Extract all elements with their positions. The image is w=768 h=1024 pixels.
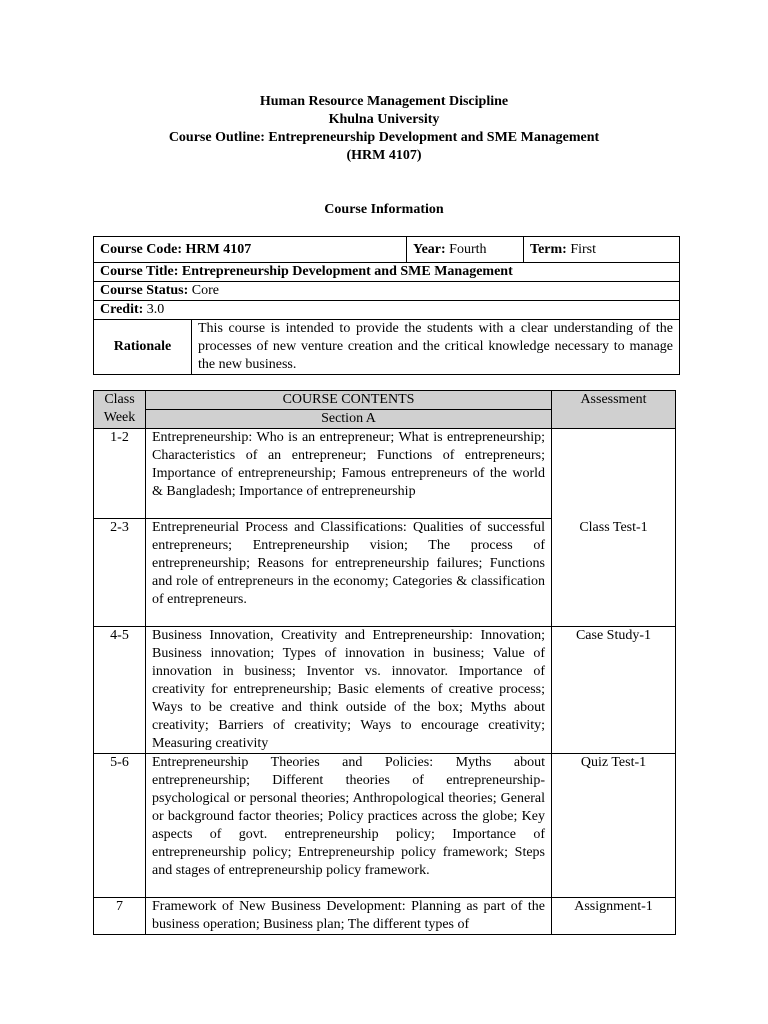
assessment-cell: Case Study-1 bbox=[552, 627, 676, 754]
class-week-header: Class Week bbox=[94, 391, 146, 429]
course-outline-heading: Course Outline: Entrepreneurship Development and SME Management bbox=[168, 130, 600, 145]
assessment-cell: Quiz Test-1 bbox=[552, 754, 676, 898]
course-contents-header: COURSE CONTENTS bbox=[146, 391, 552, 410]
assessment-cell: Class Test-1 bbox=[552, 429, 676, 627]
course-code-cell: Course Code: HRM 4107 bbox=[94, 237, 407, 263]
content-cell: Entrepreneurship Theories and Policies: Myths about entrepreneurship; Different theories of entrepreneurship- psychological or personal theories; Anthropological theories; General or background factor theories; Policy practices across the globe; Key aspects of govt. entrepreneurship policy; Importance of entrepreneurship policy; Entrepreneurship policy framework; Steps and stages of entrepreneurship policy framework. bbox=[146, 754, 552, 898]
course-code-heading: (HRM 4107) bbox=[346, 148, 422, 163]
rationale-text: This course is intended to provide the students with a clear understanding of the processes of new venture creation and the critical knowledge necessary to manage the new business. bbox=[192, 320, 680, 375]
credit-cell: Credit: 3.0 bbox=[94, 301, 680, 320]
week-cell: 1-2 bbox=[94, 429, 146, 519]
course-status-cell: Course Status: Core bbox=[94, 282, 680, 301]
assessment-cell: Assignment-1 bbox=[552, 898, 676, 935]
year-cell: Year: Fourth bbox=[407, 237, 524, 263]
course-title-cell: Course Title: Entrepreneurship Development and SME Management bbox=[94, 263, 680, 282]
university-heading: Khulna University bbox=[328, 112, 440, 127]
section-a-header: Section A bbox=[146, 410, 552, 429]
week-cell: 7 bbox=[94, 898, 146, 935]
content-cell: Framework of New Business Development: Planning as part of the business operation; Business plan; The different types of bbox=[146, 898, 552, 935]
content-cell: Entrepreneurship: Who is an entrepreneur; What is entrepreneurship; Characteristics of an entrepreneur; Functions of entrepreneurs; Importance of entrepreneurship; Famous entrepreneurs of the world & Bangladesh; Importance of entrepreneurship bbox=[146, 429, 552, 519]
discipline-heading: Human Resource Management Discipline bbox=[259, 94, 509, 109]
course-information-title: Course Information bbox=[324, 202, 444, 217]
content-cell: Business Innovation, Creativity and Entrepreneurship: Innovation; Business innovation; Types of innovation in business; Value of innovation in business; Inventor vs. innovator. Importance of creativity for entrepreneurship; Basic elements of creative process; Ways to be creative and think outside of the box; Myths about creativity; Barriers of creativity; Ways to encourage creativity; Measuring creativity bbox=[146, 627, 552, 754]
course-contents-table bbox=[93, 390, 676, 935]
course-info-table bbox=[93, 236, 680, 375]
week-cell: 5-6 bbox=[94, 754, 146, 898]
rationale-label: Rationale bbox=[94, 320, 192, 375]
assessment-header: Assessment bbox=[552, 391, 676, 429]
week-cell: 2-3 bbox=[94, 519, 146, 627]
term-cell: Term: First bbox=[524, 237, 680, 263]
content-cell: Entrepreneurial Process and Classifications: Qualities of successful entrepreneurs; Entrepreneurship vision; The process of entrepreneurship; Reasons for entrepreneurship failures; Functions and role of entrepreneurs in the economy; Categories & classification of entrepreneurs. bbox=[146, 519, 552, 627]
week-cell: 4-5 bbox=[94, 627, 146, 754]
